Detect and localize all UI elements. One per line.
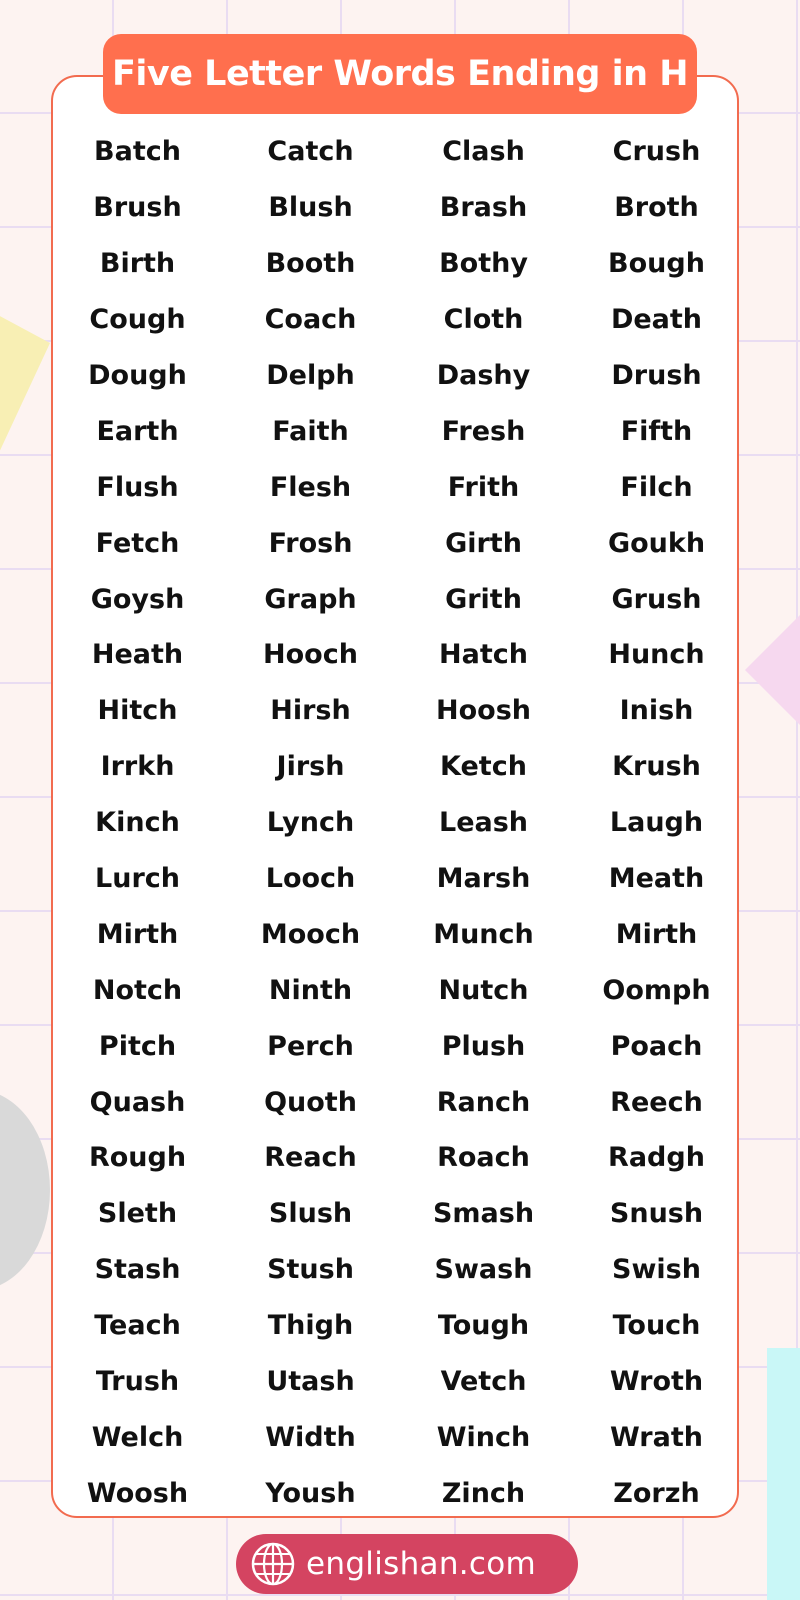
word-cell: Marsh — [436, 863, 531, 895]
word-cell: Heath — [91, 639, 184, 671]
page-title: Five Letter Words Ending in H — [112, 54, 688, 94]
word-cell: Frosh — [268, 527, 353, 559]
word-cell: Irrkh — [100, 751, 175, 783]
word-cell: Hunch — [608, 639, 705, 671]
word-cell: Notch — [92, 974, 183, 1006]
word-cell: Crush — [612, 136, 701, 168]
word-cell: Hirsh — [270, 695, 351, 727]
word-cell: Fetch — [95, 527, 180, 559]
word-cell: Smash — [432, 1198, 535, 1230]
word-cell: Flush — [96, 471, 179, 503]
word-cell: Mooch — [260, 918, 361, 950]
site-url[interactable]: englishan.com — [306, 1546, 537, 1582]
word-cell: Bough — [608, 248, 705, 280]
word-cell: Meath — [608, 863, 705, 895]
word-cell: Thigh — [267, 1310, 354, 1342]
word-cell: Ninth — [268, 974, 353, 1006]
word-cell: Laugh — [609, 807, 704, 839]
word-cell: Lynch — [266, 807, 355, 839]
word-cell: Quash — [89, 1086, 186, 1118]
word-cell: Width — [265, 1421, 356, 1453]
word-cell: Cough — [89, 304, 186, 336]
word-cell: Slush — [268, 1198, 353, 1230]
word-cell: Fifth — [620, 415, 693, 447]
word-cell: Hitch — [97, 695, 178, 727]
word-cell: Inish — [619, 695, 694, 727]
word-cell: Tough — [437, 1310, 530, 1342]
pink-diamond-decoration — [745, 610, 800, 730]
word-cell: Oomph — [602, 974, 711, 1006]
word-cell: Roach — [437, 1142, 530, 1174]
word-cell: Trush — [95, 1366, 180, 1398]
word-cell: Death — [610, 304, 703, 336]
word-cell: Nutch — [438, 974, 529, 1006]
word-cell: Goukh — [607, 527, 706, 559]
word-cell: Batch — [94, 136, 181, 168]
word-cell: Grush — [611, 583, 702, 615]
globe-icon — [250, 1541, 296, 1587]
word-cell: Zorzh — [613, 1477, 700, 1509]
word-cell: Earth — [96, 415, 179, 447]
word-cell: Leash — [438, 807, 529, 839]
word-cell: Booth — [265, 248, 356, 280]
word-cell: Catch — [267, 136, 354, 168]
word-cell: Perch — [267, 1030, 354, 1062]
word-cell: Sleth — [97, 1198, 178, 1230]
word-cell: Dough — [88, 360, 187, 391]
yellow-triangle-decoration — [0, 300, 50, 515]
word-cell: Ranch — [436, 1086, 531, 1118]
word-cell: Reech — [610, 1086, 703, 1118]
word-cell: Jirsh — [276, 751, 345, 783]
word-cell: Wrath — [610, 1421, 703, 1453]
word-cell: Winch — [436, 1421, 531, 1453]
word-cell: Munch — [433, 918, 534, 950]
word-cell: Stush — [267, 1254, 354, 1286]
title-badge — [103, 34, 697, 114]
word-cell: Krush — [612, 751, 701, 783]
word-cell: Fresh — [441, 415, 526, 447]
word-cell: Snush — [609, 1198, 704, 1230]
word-cell: Swish — [612, 1254, 701, 1286]
word-cell: Kinch — [95, 807, 180, 839]
word-cell: Stash — [94, 1254, 181, 1286]
word-cell: Zinch — [441, 1477, 526, 1509]
cyan-bar-decoration — [767, 1348, 800, 1600]
word-cell: Utash — [266, 1366, 355, 1398]
word-cell: Rough — [88, 1142, 187, 1174]
word-cell: Yoush — [265, 1477, 356, 1509]
word-cell: Touch — [612, 1310, 701, 1342]
word-cell: Dashy — [436, 360, 531, 391]
word-cell: Woosh — [86, 1477, 189, 1509]
gray-circle-decoration — [0, 1090, 50, 1290]
word-cell: Mirth — [615, 918, 698, 950]
word-cell: Pitch — [98, 1030, 177, 1062]
word-cell: Poach — [610, 1030, 703, 1062]
word-cell: Ketch — [440, 751, 527, 783]
word-cell: Mirth — [96, 918, 179, 950]
word-cell: Quoth — [264, 1086, 357, 1118]
word-cell: Reach — [264, 1142, 357, 1174]
word-cell: Plush — [441, 1030, 526, 1062]
word-cell: Radgh — [608, 1142, 705, 1174]
word-cell: Clash — [442, 136, 525, 168]
word-grid — [51, 124, 743, 1521]
word-cell: Looch — [265, 863, 356, 895]
word-cell: Brash — [439, 192, 528, 224]
word-cell: Grith — [445, 583, 522, 615]
word-cell: Graph — [264, 583, 357, 615]
word-cell: Hoosh — [436, 695, 531, 727]
word-cell: Frith — [447, 471, 520, 503]
word-cell: Teach — [94, 1310, 181, 1342]
word-cell: Drush — [611, 360, 702, 391]
word-cell: Welch — [91, 1421, 184, 1453]
word-cell: Flesh — [269, 471, 352, 503]
word-cell: Filch — [620, 471, 693, 503]
word-cell: Brush — [93, 192, 182, 224]
word-cell: Cloth — [443, 304, 524, 336]
word-cell: Blush — [268, 192, 353, 224]
word-cell: Bothy — [439, 248, 528, 280]
word-cell: Lurch — [95, 863, 180, 895]
word-cell: Faith — [272, 415, 349, 447]
word-cell: Delph — [266, 360, 355, 391]
word-cell: Broth — [614, 192, 699, 224]
word-cell: Swash — [434, 1254, 533, 1286]
word-cell: Coach — [264, 304, 357, 336]
word-cell: Girth — [445, 527, 522, 559]
word-cell: Hatch — [439, 639, 528, 671]
word-cell: Hooch — [263, 639, 358, 671]
word-cell: Wroth — [609, 1366, 704, 1398]
word-cell: Vetch — [440, 1366, 527, 1398]
word-cell: Birth — [99, 248, 176, 280]
footer-badge[interactable] — [236, 1534, 578, 1594]
word-cell: Goysh — [90, 583, 185, 615]
